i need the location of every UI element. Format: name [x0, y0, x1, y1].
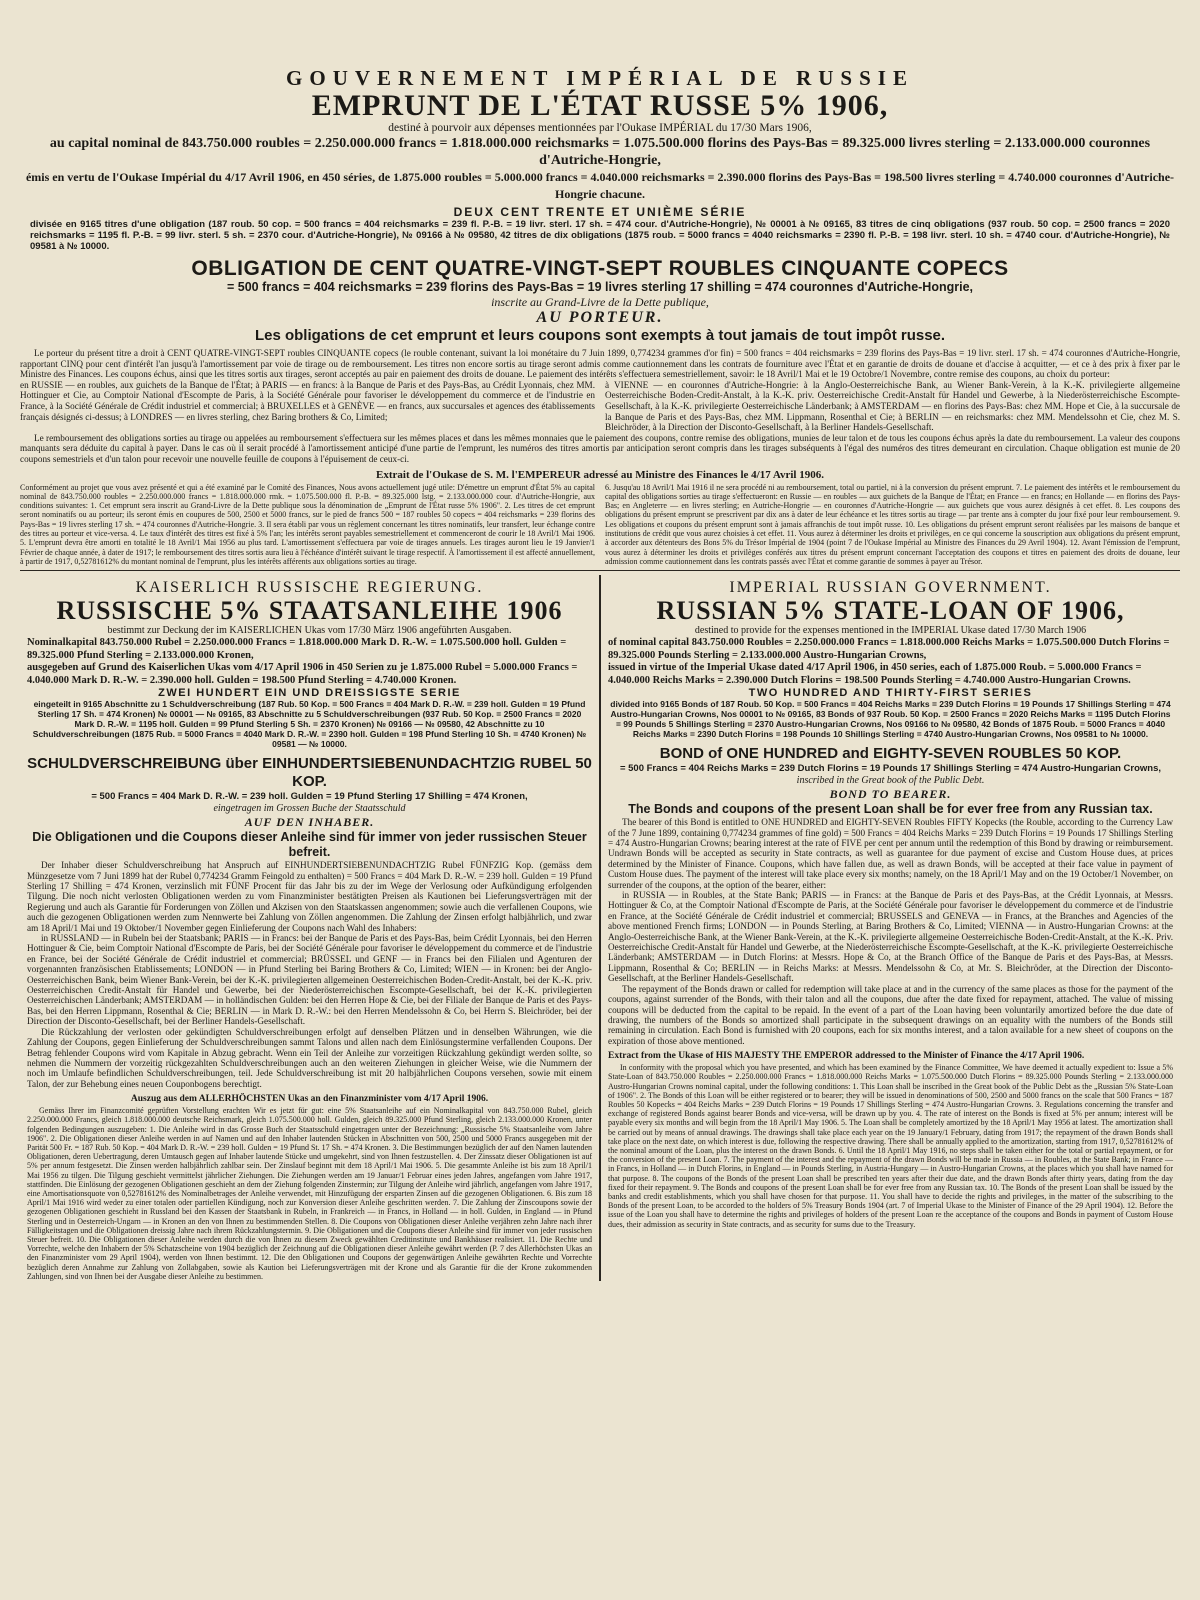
document-sheet: [20, 28, 1180, 1580]
en-repayment: The repayment of the Bonds drawn or called for redemption will take place at and in the currency of the same places as those for the payment of the coupons, against surrender of the Bonds, with their talon and all the coupons, due after the date fixed for repayment, attached. The value of missing coupons will be deducted from the capital to be repaid. In the event of a part of the Loan having been voluntarily amortized before the due date of drawing, the numbers of the Bonds so amortized shall participate in the subsequent drawings on an equality with the numbers of the Bonds still remaining in circulation. Each Bond is furnished with 20 coupons, each for six months interest, and a talon available for a new sheet of coupons on the expiration of those above mentioned.: [608, 983, 1173, 1046]
section-divider: [20, 570, 1180, 571]
fr-payment-places: [20, 380, 1180, 433]
de-division: eingeteilt in 9165 Abschnitte zu 1 Schuldverschreibung (187 Rub. 50 Kop. = 500 Francs = 404 Mark D. R.-W. = 239 holl. Gulden = 19 Pfund Sterling 17 Sh. = 474 Kronen) № 00001 — № 09165, 83 Abschnitte zu 5 Schuldverschreibungen (937 Rub. 50 Kop. = 2500 Francs = 2020 Mark D. R.-W. = 1195 holl. Gulden = 99 Pfund Sterling 5 Sh. = 2370 Kronen) № 09166 — № 09580, 42 Abschnitte zu 10 Schuldverschreibungen (1875 Rub. = 5000 Francs = 4040 Mark D. R.-W. = 2390 holl. Gulden = 198 Pfund Sterling 10 Sh. = 4740 Kronen) № 09581 — № 10000.: [32, 699, 587, 750]
en-destination: destined to provide for the expenses mentioned in the IMPERIAL Ukase dated 17/30 March 1906: [694, 625, 1087, 637]
fr-terms-body: Le porteur du présent titre a droit à CENT QUATRE-VINGT-SEPT roubles CINQUANTE copecs (le rouble contenant, suivant la loi monétaire du 7 Juin 1899, 0,774234 grammes d'or fin) = 500 francs = 404 reichsmarks = 239 florins des Pays-Bas = 19 livr. sterl. 17 sh. = 474 couronnes d'Autriche-Hongrie, rapportant CINQ pour cent d'intérêt l'an jusqu'à l'amortissement par voie de tirage ou de remboursement. Les titres non encore sortis au tirage seront admis comme cautionnement dans les contrats de fourniture avec l'État et en garantie de droits de douane et d'accise à acquitter, — et ce à des prix à fixer par le Ministre des Finances. Les coupons échus, ainsi que les titres sortis aux tirages, seront acceptés au pair en paiement des droits de douane. Le paiement des intérêts s'effectuera semestriellement, savoir: le 18 Avril/1 Mai et le 19 Octobre/1 Novembre, contre remise des coupons, au choix du porteur:: [20, 348, 1180, 380]
de-extract-body: Gemäss Ihrer im Finanzcomité geprüften Vorstellung erachten Wir es jetzt für gut: eine 5% Staatsanleihe auf ein Nominalkapital von 843.750.000 Rubel, gleich 2.250.000.000 Francs, gleich 1.818.000.000 deutsche Reichsmark, gleich 1.075.500.000 holl. Gulden, gleich 89.325.000 Pfund Sterling, gleich 2.133.000.000 Kronen, unter folgenden Bedingungen auszugeben: 1. Die Anleihe wird in das Grosse Buch der Staatsschuld eingetragen unter der Bezeichnung: „Russische 5% Staatsanleihe vom Jahre 1906". 2. Die Obligationen dieser Anleihe werden in auf Namen und auf den Inhaber lautenden Stücken in Abschnitten von 500, 2500 und 5000 Francs ausgegeben mit der Parität 500 Fr. = 187 Rub. 50 Kop. = 404 Mark D. R.-W. = 239 holl. Gulden = 19 Pfund St. 17 Sh. = 474 Kronen. 3. Die Bestimmungen bezüglich der auf den Namen lautenden Obligationen, deren Uebertragung, deren Umtausch gegen auf Inhaber lautende Stücke und umgekehrt, sind von Ihnen festzustellen. 4. Der Zinssatz dieser Obligationen ist auf 5% per annum festgesetzt. Die Zinsen werden halbjährlich zahlbar sein. Der Zinslauf beginnt mit dem 18 April/1 Mai 1906. 5. Die gesammte Anleihe ist bis zum 18 April/1 Mai 1956 zu tilgen. Die Tilgung geschieht vermittelst jährlicher Ziehungen. Die Ziehungen werden am 19 Januar/1 Februar eines jeden Jahres, angefangen vom Jahre 1917, stattfinden. Die Einlösung der gezogenen Obligationen geschieht an dem der Ziehung folgenden Zinstermin; zur Tilgung der Anleihe wird jährlich, angefangen vom Jahre 1917, eine Amortisationsquote von 0,52781612% des Nominalbetrages der Anleihe verwendet, mit Hinzufügung der ersparten Zinsen auf die gezogenen Obligationen. 6. Bis zum 18 April/1 Mai 1916 wird weder zu einer totalen oder partiellen Kündigung, noch zur Konversion dieser Anleihe geschritten werden. 7. Die Zahlung der Zinscoupons sowie der gezogenen Obligationen geschieht in Russland bei den Kassen der Staatsbank in Rubeln, in Frankreich — in Francs, in Holland — in holl. Gulden, in England — in Pfund Sterling und in Oesterreich-Ungarn — in Kronen an den von Ihnen zu bestimmenden Stellen. 8. Die Coupons von Obligationen dieser Anleihe verjähren zehn Jahre nach ihrer Fälligkeitstagen und die Obligationen dreissig Jahre nach ihrem Rückzahlungstermin. 9. Die Obligationen und die Coupons dieser Anleihe sind für immer von jeder russischen Steuer befreit. 10. Die Obligationen dieser Anleihe werden durch die von Ihnen zu diesem Zweck gewählten Creditinstitute und Bankhäuser realisiert. 11. Die Rechte und Vorrechte, welche den Inhabern der 5% Schatzscheine von 1904 bezüglich der Zeichnung auf die Obligationen dieser Anleihe gewährt werden (P. 7 des Allerhöchsten Ukas an den Finanzminister vom 29 April 1904), werden von Ihnen bestimmt. 12. Die den Obligationen und Coupons der gegenwärtigen Anleihe gewährten Rechte und Vorrechte bezüglich deren Annahme zur Zahlung von Zollabgaben, sowie als Kaution bei Lieferungsverträgen mit der Krone und als Garantie für die der Krone zukommenden Zahlungen, sind von Ihnen bei der Ausgabe dieser Anleihe zu bestimmen.: [27, 1106, 592, 1281]
en-nominal: = 500 Francs = 404 Reichs Marks = 239 Dutch Florins = 19 Pounds 17 Shillings Sterling = 474 Austro-Hungarian Crowns,: [619, 763, 1162, 775]
en-extract-body: In conformity with the proposal which you have presented, and which has been examined by the Finance Committee, We have deemed it actually expedient to: Issue a 5% State-Loan of 843.750.000 Roubles = 2.250.000.000 Francs = 1.818.000.000 Reichs Marks = 1.075.500.000 Dutch Florins = 89.325.000 Pounds Sterling = 2.133.000.000 Austro-Hungarian Crowns nominal capital, under the following conditions: 1. This Loan shall be inscribed in the Great book of the Public Debt as the „Russian 5% State-Loan of 1906". 2. The Bonds of this Loan will be either registered or to bearer; they will be issued in denominations of 500, 2500 and 5000 francs on the scale that 500 Francs = 187 Roubles 50 Kopecks = 404 Reichs Marks = 239 Dutch Florins = 19 Pounds 17 Shillings Sterling = 474 Austro-Hungarian Crowns. 3. Regulations concerning the transfer and exchange of registered Bonds against bearer Bonds and vice-versa, will be drawn up by you. 4. The rate of interest on the Bonds is fixed at 5% per annum; interest will be payable every six months and will begin from the 18 April/1 May 1906. 5. The Loan shall be completely amortized by the 18 April/1 May 1956 at latest. The amortization shall be carried out by means of annual drawings. The drawings shall take place each year on the 19 January/1 February, dating from 1917; the repayment of the drawn Bonds shall take place on the next date, on which interest is due, following the respective drawing. There shall be annually applied to the amortization, starting from 1917, 0,52781612% of the nominal amount of the Loan, plus the interest on the drawn Bonds. 6. Until the 18 April/1 May 1916, no steps shall be taken either for the total or partial repayment, or for the conversion of the present Loan. 7. The payment of the interest and the repayment of the drawn Bonds will be made in Russia — in Roubles, at the State Bank; in France — in Francs, in Holland — in Dutch Florins, in England — in Pounds Sterling, in Austria-Hungary — in Austro-Hungarian Crowns, at the places which you shall have named for that purpose. 8. The coupons of the Bonds of the present Loan shall be prescribed ten years after their due date, and the drawn Bonds after thirty years, dating from the day fixed for their repayment. 9. The Bonds and coupons of the present Loan shall be for ever free from any Russian tax. 10. The Bonds of the present Loan shall be issued by the banks and credit establishments, which you shall have chosen for that purpose. 11. You shall have to decide the rights and privileges, in the matter of the subscribing to the Bonds of the present Loan, to be accorded to the holders of 5% Treasury Bonds 1904 (art. 7 of Imperial Ukase to the Minister of Finance of the 29 April 1904). 12. Before the issue of the Loan you shall have to determine the rights and privileges of holders of the present Loan re the acceptance of the coupons and Bonds in payment of Custom House dues, their admission as security in State contracts, and as security for sums due to the Treasury.: [608, 1063, 1173, 1229]
fr-inscription: inscrite au Grand-Livre de la Dette publique,: [491, 295, 709, 309]
de-tax-exemption: Die Obligationen und die Coupons dieser Anleihe sind für immer von jeder russischen Steuer befreit.: [32, 830, 587, 860]
fr-extract-body: [20, 483, 1180, 567]
de-obligation-title: SCHULDVERSCHREIBUNG über EINHUNDERTSIEBENUNDACHTZIG RUBEL 50 KOP.: [27, 755, 592, 791]
fr-repayment: Le remboursement des obligations sorties au tirage ou appelées au remboursement s'effectuera sur les mêmes places et dans les mêmes monnaies que le paiement des coupons, contre remise des obligations, munies de leur talon et de tous les coupons échus après la date du remboursement. La valeur des coupons manquants sera déduite du capital à payer. Dans le cas où il serait procédé à l'amortissement anticipé d'une partie de l'emprunt, les numéros des titres amortis par anticipation seront compris dans les tirages subséquents à l'égal des numéros des titres demeurant en circulation. Chaque obligation est munie de 20 coupons semestriels et d'un talon pour recevoir une nouvelle feuille de coupons à l'épuisement de ceux-ci.: [20, 432, 1180, 464]
de-capital: Nominalkapital 843.750.000 Rubel = 2.250.000.000 Francs = 1.818.000.000 Mark D. R.-W. = 1.075.500.000 holl. Gulden = 89.325.000 Pfund Sterling = 2.133.000.000 Kronen,: [27, 637, 567, 661]
de-payment-places: in RUSSLAND — in Rubeln bei der Staatsbank; PARIS — in Francs: bei der Banque de Paris et des Pays-Bas, beim Crédit Lyonnais, bei den Herren Hottinguer & Cie, beim Comptoir National d'Escompte de Paris, bei der Société Générale pour favoriser le développement du commerce et de l'industrie en France, bei der Société Générale de Crédit industriel et commercial; BRÜSSEL und GENF — in Francs bei den Filialen und Agenturen der vorgenannten französischen Etablissements; LONDON — in Pfund Sterling bei Baring Brothers & Co, Limited; WIEN — in Kronen: bei der Anglo-Oesterreichischen Bank, beim Wiener Bank-Verein, bei der K.-K. privilegierten allgemeinen Oesterreichischen Boden-Credit-Anstalt, bei der K.-K. priv. Oesterreichischen Credit-Anstalt für Handel und Gewerbe, bei der Niederösterreichischen Escompte-Gesellschaft, bei der K.-K. privilegierten Oesterreichischen Länderbank; AMSTERDAM — in holländischen Gulden: bei den Herren Hope & Cie, bei der Filiale der Banque de Paris et des Pays-Bas, bei den Herren Lippmann, Rosenthal & Cie; BERLIN — in Mark D. R.-W.: bei den Herren Mendelssohn & Co, bei Herrn S. Bleichröder, bei der Direction der Disconto-Gesellschaft, bei der Berliner Handels-Gesellschaft.: [27, 933, 592, 1027]
en-terms: [608, 817, 1173, 1046]
de-government-heading: KAISERLICH RUSSISCHE REGIERUNG.: [135, 579, 484, 597]
en-extract-heading: Extract from the Ukase of HIS MAJESTY THE EMPEROR addressed to the Minister of Finance the 4/17 April 1906.: [608, 1051, 1085, 1062]
en-division: divided into 9165 Bonds of 187 Roub. 50 Kop. = 500 Francs = 404 Reichs Marks = 239 Dutch Florins = 19 Pounds 17 Shillings Sterling = 474 Austro-Hungarian Crowns, Nos 00001 to № 09165, 83 Bonds of 937 Roub. 50 Kop. = 2500 Francs = 2020 Reichs Marks = 1195 Dutch Florins = 99 Pounds 5 Shillings Sterling = 2370 Austro-Hungarian Crowns, Nos 09166 to № 09580, 42 Bonds of 1875 Roub. = 5000 Francs = 4040 Reichs Marks = 2390 Dutch Florins = 198 Pounds 10 Shillings Sterling = 4740 Austro-Hungarian Crowns, Nos 09581 to № 10000.: [610, 699, 1171, 740]
en-capital: of nominal capital 843.750.000 Roubles = 2.250.000.000 Francs = 1.818.000.000 Reichs Marks = 1.075.500.000 Dutch Florins = 89.325.000 Pounds Sterling = 2.133.000.000 Austro-Hungarian Crowns,: [608, 637, 1170, 661]
en-obligation-title: BOND of ONE HUNDRED and EIGHTY-SEVEN ROUBLES 50 KOP.: [659, 745, 1122, 763]
de-terms: [27, 860, 592, 1089]
de-destination: bestimmt zur Deckung der im KAISERLICHEN Ukas vom 17/30 März 1906 angeführten Ausgaben.: [107, 625, 512, 637]
fr-terms: [20, 348, 1180, 465]
fr-government-heading: GOUVERNEMENT IMPÉRIAL DE RUSSIE: [286, 66, 914, 90]
de-bearer: AUF DEN INHABER.: [244, 815, 375, 830]
de-inscription: eingetragen im Grossen Buche der Staatsschuld: [213, 803, 406, 815]
en-government-heading: IMPERIAL RUSSIAN GOVERNMENT.: [729, 579, 1052, 597]
de-extract-heading: Auszug aus dem ALLERHÖCHSTEN Ukas an den Finanzminister vom 4/17 April 1906.: [130, 1094, 489, 1105]
en-loan-title: RUSSIAN 5% STATE-LOAN OF 1906,: [656, 596, 1125, 626]
fr-obligation-title: OBLIGATION DE CENT QUATRE-VINGT-SEPT ROUBLES CINQUANTE COPECS: [191, 257, 1009, 280]
fr-series: DEUX CENT TRENTE ET UNIÈME SÉRIE: [453, 205, 747, 219]
en-extract: [608, 1063, 1173, 1229]
de-series: ZWEI HUNDERT EIN UND DREISSIGSTE SERIE: [158, 687, 461, 700]
de-terms-body: Der Inhaber dieser Schuldverschreibung hat Anspruch auf EINHUNDERTSIEBENUNDACHTZIG Rubel FÜNFZIG Kop. (gemäss dem Münzgesetze vom 7 Juni 1899 hat der Rubel 0,774234 Gramm Feingold zu enthalten) = 500 Francs = 404 Mark D. R.-W. = 239 holl. Gulden = 19 Pfund Sterling 17 Shilling = 474 Kronen, verzinslich mit FÜNF Procent für das Jahr bis zu der im Wege der Verlosung oder Aufkündigung erfolgenden Tilgung. Die noch nicht verlosten Obligationen werden zu vom Finanzminister bestätigten Preisen als Kautionen bei Lieferungsverträgen mit der Regierung und auch als Garantie für Forderungen von Zöllen und Akzisen von den Staatskassen angenommen; sowie auch die verfallenen Coupons, wie auch die gezogenen Obligationen werden zum Nennwerte bei Zahlung von Zöllen angenommen. Die Zahlung der Zinsen erfolgt halbjährlich, und zwar am 18 April/1 Mai und 19 Oktober/1 November gegen Einlieferung der Coupons nach Wahl des Inhabers:: [27, 860, 592, 933]
en-bearer: BOND TO BEARER.: [829, 787, 952, 802]
fr-division: divisée en 9165 titres d'une obligation (187 roub. 50 cop. = 500 francs = 404 reichsmarks = 239 fl. P.-B. = 19 livr. sterl. 17 sh. = 474 cour. d'Autriche-Hongrie), № 00001 à № 09165, 83 titres de cinq obligations (937 roub. 50 cop. = 2500 francs = 2020 reichsmarks = 1195 fl. P.-B. = 99 livr. sterl. 5 sh. = 2370 cour. d'Autriche-Hongrie), № 09166 à № 09580, 42 titres de dix obligations (1875 roub. = 5000 francs = 4040 reichsmarks = 2390 fl. P.-B. = 198 livr. sterl. 10 sh. = 4740 cour. d'Autriche-Hongrie), № 09581 à № 10000.: [30, 219, 1170, 252]
de-extract: [27, 1106, 592, 1281]
fr-tax-exemption: Les obligations de cet emprunt et leurs coupons sont exempts à tout jamais de tout impôt russe.: [254, 327, 946, 344]
german-column: [20, 575, 599, 1281]
fr-extract-right: 6. Jusqu'au 18 Avril/1 Mai 1916 il ne sera procédé ni au remboursement, total ou partiel, ni à la conversion du présent emprunt. 7. Le paiement des intérêts et le remboursement du capital des obligations sorties au tirage s'effectueront: en Russie — en roubles — aux guichets de la Banque de l'État; en France — en francs; en Hollande — en florins des Pays-Bas; en Angleterre — en livres sterling; en Autriche-Hongrie — en couronnes d'Autriche-Hongrie — aux guichets que vous aurez désignés à cet effet. 8. Les coupons des obligations du présent emprunt se prescrivent par dix ans à dater de leur échéance et les titres sortis au tirage — par trente ans à compter du jour fixé pour leur remboursement. 9. Les obligations et coupons du présent emprunt sont à jamais affranchis de tout impôt russe. 10. Les obligations du présent emprunt seront réalisées par les maisons de banque et institutions de crédit que vous aurez choisies à cet effet. 11. Vous aurez à déterminer les droits et privilèges, en ce qui concerne la souscription aux obligations du présent emprunt, à accorder aux détenteurs des Bons 5% du Trésor Impérial de 1904 (point 7 de l'Oukase Impérial au Ministre des Finances du 29 Avril 1904). 12. Avant l'émission de l'emprunt, vous aurez à déterminer les droits et privilèges conférés aux titres du présent emprunt concernant l'acceptation des coupons et titres en paiement des droits de douane, leur admission comme cautionnement dans les contrats passés avec l'État et comme garantie de sommes à payer au Trésor.: [605, 482, 1180, 566]
de-loan-title: RUSSISCHE 5% STAATSANLEIHE 1906: [56, 596, 563, 626]
fr-loan-title: EMPRUNT DE L'ÉTAT RUSSE 5% 1906,: [311, 89, 889, 122]
en-issue: issued in virtue of the Imperial Ukase dated 4/17 April 1906, in 450 series, each of 1.875.000 Roub. = 5.000.000 Francs = 4.040.000 Reichs Marks = 2.390.000 Dutch Florins = 198.500 Pounds Sterling = 4.740.000 Austro-Hungarian Crowns.: [608, 662, 1142, 686]
de-repayment: Die Rückzahlung der verlosten oder gekündigten Schuldverschreibungen erfolgt auf denselben Plätzen und in denselben Währungen, wie die Zahlung der Coupons, gegen Einlieferung der Schuldverschreibungen sammt Talons und allen nach dem Einlösungstermine verfallenden Coupons. Der Betrag fehlender Coupons wird vom Kapitale in Abzug gebracht. Wenn ein Teil der Anleihe zur vorzeitigen Rückzahlung gekündigt werden sollte, so nehmen die Nummern der vorzeitig rückgezahlten Schuldverschreibungen auch an den weiteren Ziehungen in gleicher Weise, wie die Nummern der noch im Umlaufe befindlichen Schuldverschreibungen, teil. Jede Schuldverschreibung ist mit 20 halbjährlichen Coupons versehen, sowie mit einem Talon, der zur Behebung eines neuen Couponbogens berechtigt.: [27, 1026, 592, 1089]
en-tax-exemption: The Bonds and coupons of the present Loan shall be for ever free from any Russian tax.: [628, 802, 1153, 817]
en-payment-places: in RUSSIA — in Roubles, at the State Bank; PARIS — in Francs: at the Banque de Paris et des Pays-Bas, at the Crédit Lyonnais, at Messrs. Hottinguer & Co, at the Comptoir National d'Escompte de Paris, at the Société Générale pour favoriser le développement du commerce et de l'industrie en France, at the Société Générale de Crédit industriel et commercial; BRUSSELS and GENEVA — in Francs, at the Branches and Agencies of the above mentioned French firms; LONDON — in Pounds Sterling, at Baring Brothers & Co, Limited; VIENNA — in Austro-Hungarian Crowns: at the Anglo-Oesterreichische Bank, at the Wiener Bank-Verein, at the K.-K. privilegierte allgemeine Oesterreichische Boden-Credit-Anstalt, at the K.-K. Priv. Oesterreichische Credit-Anstalt für Handel und Gewerbe, at the Niederösterreichische Escompte-Gesellschaft, at the K.-K. privilegierte Oesterreichische Länderbank; AMSTERDAM — in Dutch Florins: at Messrs. Hope & Co, at the Branch Office of the Banque de Paris et des Pays-Bas, at Messrs. Lippmann, Rosenthal & Co; BERLIN — in Reichs Marks: at Messrs. Mendelssohn & Co, at Mr. S. Bleichröder, at the Direction der Disconto-Gesellschaft, at the Berliner Handels-Gesellschaft.: [608, 890, 1173, 984]
de-issue: ausgegeben auf Grund des Kaiserlichen Ukas vom 4/17 April 1906 in 450 Serien zu je 1.875.000 Rubel = 5.000.000 Francs = 4.040.000 Mark D. R.-W. = 2.390.000 holl. Gulden = 198.500 Pfund Sterling = 4.740.000 Kronen.: [27, 662, 578, 686]
fr-capital: au capital nominal de 843.750.000 roubles = 2.250.000.000 francs = 1.818.000.000 reichsmarks = 1.075.500.000 florins des Pays-Bas = 89.325.000 livres sterling = 2.133.000.000 couronnes d'Autriche-Hongrie,: [49, 136, 1151, 168]
english-column: [601, 575, 1180, 1281]
en-terms-body: The bearer of this Bond is entitled to ONE HUNDRED and EIGHTY-SEVEN Roubles FIFTY Kopecks (the Rouble, according to the Currency Law of the 7 June 1899, containing 0,774234 grammes of fine gold) = 500 Francs = 404 Reichs Marks = 239 Dutch Florins = 19 Pounds 17 Shillings Sterling = 474 Austro-Hungarian Crowns; bearing interest at the rate of FIVE per cent per annum until the redemption of this Bond by drawing or reimbursement. Undrawn Bonds will be accepted as security in State contracts, as well as guarantee for due payment of excise and Custom House dues, at prices determined by the Minister of Finance. Coupons, which have fallen due, as well as drawn Bonds, will be accepted at their face value in payment of Custom House dues. The payment of the interest will take place every six months; namely, on the 18 April/1 May and on the 19 October/1 November, on surrender of the coupons, at the option of the bearer, either:: [608, 817, 1173, 890]
en-inscription: inscribed in the Great book of the Public Debt.: [796, 775, 985, 787]
fr-issue: émis en vertu de l'Oukase Impérial du 4/17 Avril 1906, en 450 séries, de 1.875.000 roubles = 5.000.000 francs = 4.040.000 reichsmarks = 2.390.000 florins des Pays-Bas = 198.500 livres sterling = 4.740.000 couronnes d'Autriche-Hongrie chacune.: [25, 170, 1175, 201]
fr-extract-left: Conformément au projet que vous avez présenté et qui a été examiné par le Comité des Finances, Nous avons actuellement jugé utile: D'émettre un emprunt d'État 5% au capital nominal de 843.750.000 roubles = 2.250.000.000 francs = 1.818.000.000 rmk. = 1.075.500.000 fl. P.-B. = 89.325.000 lstg. = 2.133.000.000 cour. d'Autriche-Hongrie, aux conditions suivantes: 1. Cet emprunt sera inscrit au Grand-Livre de la Dette publique sous la dénomination de „Emprunt de l'État russe 5% 1906". 2. Les titres de cet emprunt seront nominatifs ou au porteur; ils seront émis en coupures de 500, 2500 et 5000 francs, sur le pied de francs 500 = 187 roubles 50 copecs = 404 reichsmarks = 239 florins des Pays-Bas = 19 livres sterling 17 sh. = 474 couronnes d'Autriche-Hongrie. 3. Il sera établi par vous un règlement concernant les titres nominatifs, leur transfert, leur échange contre des titres au porteur et vice-versa. 4. Le taux d'intérêt des titres est fixé à 5% l'an; les intérêts seront payables semestriellement et commenceront de courir le 18 Avril/1 Mai 1906. 5. L'emprunt devra être amorti en totalité le 18 Avril/1 Mai 1956 au plus tard. L'amortissement s'effectuera par voie de tirages annuels. Les tirages auront lieu le 19 Janvier/1 Février de chaque année, à dater de 1917; le remboursement des titres sortis aura lieu à l'échéance d'intérêt suivant le tirage respectif. À l'amortissement il est affecté annuellement, à partir de 1917, 0,52781612% du montant nominal de l'emprunt, plus les intérêts afférents aux obligations sorties au tirage.: [20, 482, 595, 566]
fr-bearer: AU PORTEUR.: [536, 309, 664, 326]
fr-nominal: = 500 francs = 404 reichsmarks = 239 florins des Pays-Bas = 19 livres sterling 17 shilling = 474 couronnes d'Autriche-Hongrie,: [226, 280, 974, 294]
de-nominal: = 500 Francs = 404 Mark D. R.-W. = 239 holl. Gulden = 19 Pfund Sterling 17 Shilling = 474 Kronen,: [91, 791, 528, 803]
fr-extract-heading: Extrait de l'Oukase de S. M. l'EMPEREUR adressé au Ministre des Finances le 4/17 Avril 1906.: [376, 468, 824, 481]
bilingual-columns: [20, 575, 1180, 1281]
fr-places-left: en RUSSIE — en roubles, aux guichets de la Banque de l'État; à PARIS — en francs: à la Banque de Paris et des Pays-Bas, au Crédit Lyonnais, chez MM. Hottinguer et Cie, au Comptoir National d'Escompte de Paris, à la Société Générale pour favoriser le développement du commerce et de l'industrie en France, à la Société Générale de Crédit industriel et commercial; à BRUXELLES et à GENÈVE — en francs, aux succursales et agences des établissements français désignés ci-dessus; à LONDRES — en livres sterling, chez Baring brothers & Co, Limited;: [20, 379, 595, 422]
fr-destination: destiné à pourvoir aux dépenses mentionnées par l'Oukase IMPÉRIAL du 17/30 Mars 1906,: [388, 122, 812, 134]
en-series: TWO HUNDRED AND THIRTY-FIRST SERIES: [748, 687, 1033, 700]
fr-places-right: à VIENNE — en couronnes d'Autriche-Hongrie: à la Anglo-Oesterreichische Bank, au Wiener Bank-Verein, à la K.-K. privilegierte allgemeine Oesterreichische Boden-Credit-Anstalt, à la K.-K. priv. Oesterreichische Credit-Anstalt für Handel und Gewerbe, à la Niederösterreichische Escompte-Gesellschaft, à la K.-K. privilegierte Oesterreichische Länderbank; à AMSTERDAM — en florins des Pays-Bas: chez MM. Hope et Cie, à la succursale de la Banque de Paris et des Pays-Bas, chez MM. Lippmann, Rosenthal et Cie; à BERLIN — en reichsmarks: chez MM. Mendelssohn et Cie, chez M. S. Bleichröder, à la Direction der Disconto-Gesellschaft, à la Berliner Handels-Gesellschaft.: [605, 379, 1180, 433]
